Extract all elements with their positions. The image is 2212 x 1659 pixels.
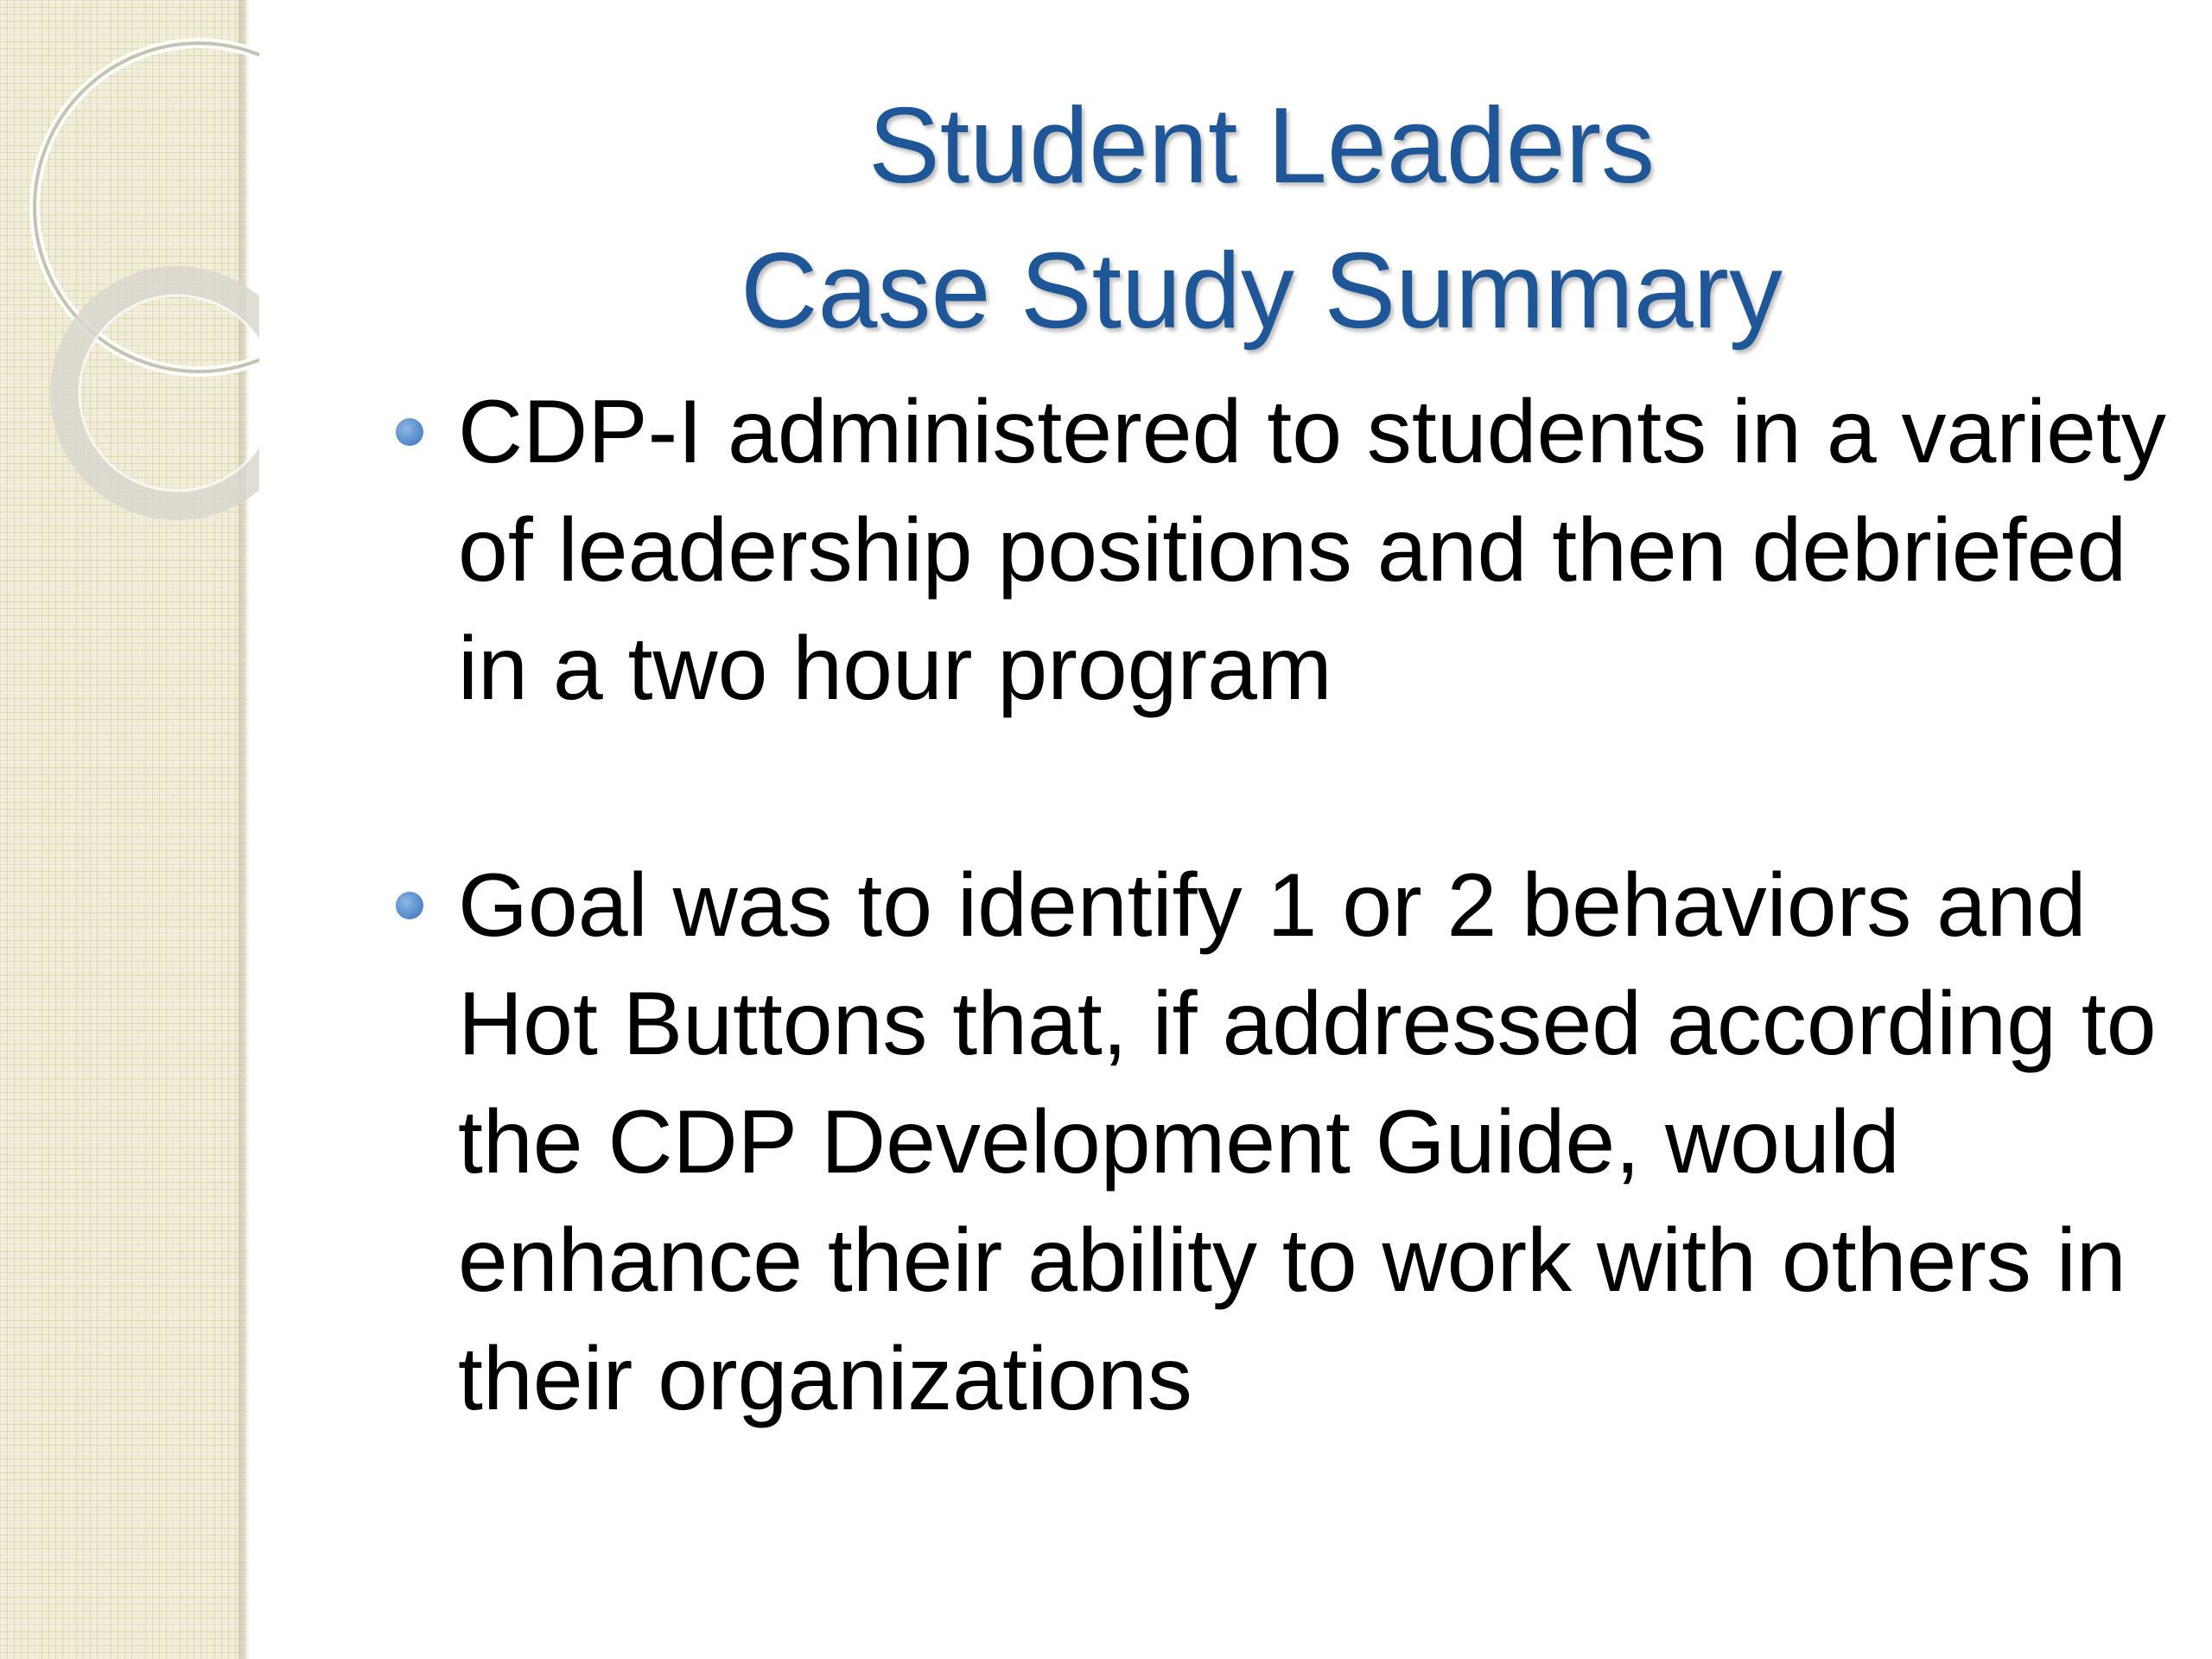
title-line-1: Student Leaders bbox=[868, 86, 1656, 206]
bullet-list bbox=[458, 373, 2169, 1439]
bullet-text: CDP-I administered to students in a variety of leadership positions and then debriefed in a two hour program bbox=[458, 382, 2166, 719]
rings-decoration bbox=[0, 0, 259, 553]
slide-title bbox=[484, 73, 2039, 364]
bullet-dot-icon bbox=[396, 892, 423, 919]
bullet-text: Goal was to identify 1 or 2 behaviors and Hot Buttons that, if addressed according to the CDP Development Guide, would enhance their ability to work with others in their organizations bbox=[458, 855, 2157, 1429]
bullet-dot-icon bbox=[396, 418, 423, 446]
title-line-2: Case Study Summary bbox=[741, 232, 1783, 351]
bullet-item bbox=[458, 373, 2169, 728]
bullet-item bbox=[458, 847, 2169, 1439]
